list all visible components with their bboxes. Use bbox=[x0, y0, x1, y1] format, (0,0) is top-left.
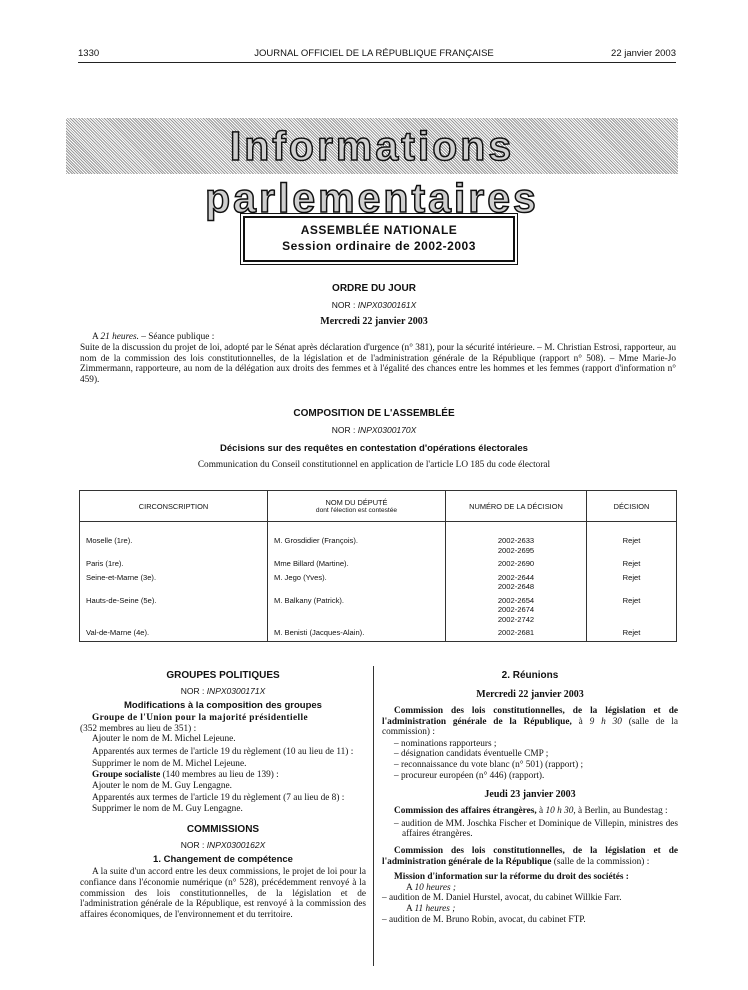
aud2: – audition de M. Bruno Robin, avocat, du cabinet FTP. bbox=[382, 914, 586, 925]
cl2-line: Commission des lois constitutionnelles, de la législation et de l'administration générale de la République (salle de la commission) : bbox=[382, 845, 678, 867]
table-row bbox=[80, 555, 677, 569]
soc-line: Groupe socialiste (140 membres au lieu de 139) : bbox=[92, 769, 279, 780]
session-name: Session ordinaire de 2002-2003 bbox=[282, 239, 476, 253]
commissions-nor: NOR : INPX0300162X bbox=[180, 840, 266, 851]
ordre-nor: NOR : INPX0300161X bbox=[331, 300, 417, 310]
page-number: 1330 bbox=[78, 48, 100, 59]
circ-cell: Hauts-de-Seine (5e). bbox=[80, 592, 268, 625]
table-spacer bbox=[80, 522, 677, 537]
app1: Apparentés aux termes de l'article 19 du règlement (10 au lieu de 11) : bbox=[92, 746, 354, 757]
app2: Apparentés aux termes de l'article 19 du règlement (7 au lieu de 8) : bbox=[92, 793, 345, 804]
table-spacer bbox=[80, 638, 677, 642]
soc-add: Ajouter le nom de M. Guy Lengagne. bbox=[92, 780, 232, 791]
reunions-title: 2. Réunions bbox=[501, 670, 559, 681]
ump-add: Ajouter le nom de M. Michel Lejeune. bbox=[92, 734, 236, 745]
col-depute: NOM DU DÉPUTÉ dont l'élection est contestée bbox=[268, 491, 446, 522]
app2-remove: Supprimer le nom de M. Guy Lengagne. bbox=[92, 803, 243, 814]
session-box bbox=[243, 216, 515, 262]
col-circonscription: CIRCONSCRIPTION bbox=[80, 491, 268, 522]
table-row bbox=[80, 536, 677, 555]
composition-subtitle: Décisions sur des requêtes en contestation d'opérations électorales bbox=[220, 443, 528, 454]
banner-title: Informations parlementaires bbox=[205, 123, 539, 221]
composition-title: COMPOSITION DE L'ASSEMBLÉE bbox=[293, 408, 455, 419]
decision-cell: Rejet bbox=[587, 624, 677, 638]
change-title: 1. Changement de compétence bbox=[153, 854, 293, 866]
numero-cell: 2002-2633 2002-2695 bbox=[446, 536, 587, 555]
commissions-title: COMMISSIONS bbox=[186, 824, 260, 836]
groupes-nor: NOR : INPX0300171X bbox=[180, 686, 266, 696]
table-row bbox=[80, 624, 677, 638]
col-numero: NUMÉRO DE LA DÉCISION bbox=[446, 491, 587, 522]
decision-cell: Rejet bbox=[587, 555, 677, 569]
cl1-agenda bbox=[382, 739, 678, 781]
decision-cell: Rejet bbox=[587, 592, 677, 625]
cl1-line: Commission des lois constitutionnelles, de la législation et de l'administration générale de la République, à 9 h 30 (salle de la commission) : bbox=[382, 706, 678, 738]
column-divider bbox=[373, 666, 374, 966]
aud1: – audition de M. Daniel Hurstel, avocat, du cabinet Willkie Farr. bbox=[382, 893, 622, 904]
t11-line: A 11 heures ; bbox=[406, 903, 456, 914]
composition-nor: NOR : INPX0300170X bbox=[331, 425, 417, 435]
circ-cell: Val-de-Marne (4e). bbox=[80, 624, 268, 638]
header-rule bbox=[78, 62, 676, 63]
depute-cell: M. Grosdidier (François). bbox=[268, 536, 446, 555]
col-decision: DÉCISION bbox=[587, 491, 677, 522]
numero-cell: 2002-2644 2002-2648 bbox=[446, 569, 587, 592]
cae-item: – audition de MM. Joschka Fischer et Dominique de Villepin, ministres des affaires étrangères. bbox=[394, 818, 678, 840]
numero-cell: 2002-2681 bbox=[446, 624, 587, 638]
table-row bbox=[80, 569, 677, 592]
ump-count: (352 membres au lieu de 351) : bbox=[80, 723, 197, 734]
list-item: – désignation candidats éventuelle CMP ; bbox=[394, 749, 549, 760]
depute-cell: M. Balkany (Patrick). bbox=[268, 592, 446, 625]
ordre-title: ORDRE DU JOUR bbox=[332, 283, 416, 294]
numero-cell: 2002-2690 bbox=[446, 555, 587, 569]
list-item: – nominations rapporteurs ; bbox=[394, 738, 497, 749]
table-body bbox=[80, 536, 677, 638]
right-column bbox=[382, 670, 678, 925]
circ-cell: Moselle (1re). bbox=[80, 536, 268, 555]
numero-cell: 2002-2654 2002-2674 2002-2742 bbox=[446, 592, 587, 625]
reunions-date2: Jeudi 23 janvier 2003 bbox=[484, 789, 576, 801]
circ-cell: Seine-et-Marne (3e). bbox=[80, 569, 268, 592]
journal-title: JOURNAL OFFICIEL DE LA RÉPUBLIQUE FRANÇAISE bbox=[254, 48, 494, 59]
decision-cell: Rejet bbox=[587, 536, 677, 555]
ordre-date: Mercredi 22 janvier 2003 bbox=[320, 316, 428, 327]
decisions-table bbox=[79, 490, 677, 642]
change-body: A la suite d'un accord entre les deux commissions, le projet de loi pour la confiance dans l'économie numérique (n° 528), précédemment renvoyé à la commission des lois constitutionnelles, de la législation et de l'administration générale de la République, est renvoyé à la commission des affaires économiques, de l'environnement et du territoire. bbox=[80, 867, 366, 920]
depute-cell: Mme Billard (Martine). bbox=[268, 555, 446, 569]
table-header-row bbox=[80, 491, 677, 522]
table-row bbox=[80, 592, 677, 625]
ordre-body: Suite de la discussion du projet de loi, adopté par le Sénat après déclaration d'urgence (n° 381), pour la sécurité intérieure. – M. Christian Estrosi, rapporteur, au nom de la commission des lois constitutionnelles, de la législation et de l'administration générale de la République (rapport n° 508). – Mme Marie-Jo Zimmermann, rapporteure, au nom de la délégation aux droits des femmes et à l'égalité des chances entre les hommes et les femmes (rapport d'information n° 459). bbox=[80, 343, 676, 385]
list-item: – reconnaissance du vote blanc (n° 501) (rapport) ; bbox=[394, 759, 584, 770]
issue-date: 22 janvier 2003 bbox=[611, 48, 676, 59]
app1-remove: Supprimer le nom de M. Michel Lejeune. bbox=[92, 759, 247, 770]
composition-communication: Communication du Conseil constitutionnel en application de l'article LO 185 du code électoral bbox=[197, 460, 551, 470]
t10-line: A 10 heures ; bbox=[406, 882, 457, 893]
ump-name: Groupe de l'Union pour la majorité présidentielle bbox=[92, 713, 309, 723]
mission-title: Mission d'information sur la réforme du droit des sociétés : bbox=[394, 872, 629, 883]
groupes-title: GROUPES POLITIQUES bbox=[166, 670, 280, 681]
list-item: – procureur européen (n° 446) (rapport). bbox=[394, 770, 545, 781]
ordre-time-line: A 21 heures. – Séance publique : bbox=[92, 332, 215, 342]
cae-line: Commission des affaires étrangères, à 10 h 30, à Berlin, au Bundestag : bbox=[394, 806, 668, 817]
modif-title: Modifications à la composition des groupes bbox=[124, 700, 322, 711]
circ-cell: Paris (1re). bbox=[80, 555, 268, 569]
decision-cell: Rejet bbox=[587, 569, 677, 592]
reunions-date1: Mercredi 22 janvier 2003 bbox=[476, 689, 584, 700]
assembly-name: ASSEMBLÉE NATIONALE bbox=[300, 223, 458, 237]
left-column bbox=[80, 670, 366, 920]
banner bbox=[66, 118, 678, 221]
depute-cell: M. Jego (Yves). bbox=[268, 569, 446, 592]
depute-cell: M. Benisti (Jacques-Alain). bbox=[268, 624, 446, 638]
